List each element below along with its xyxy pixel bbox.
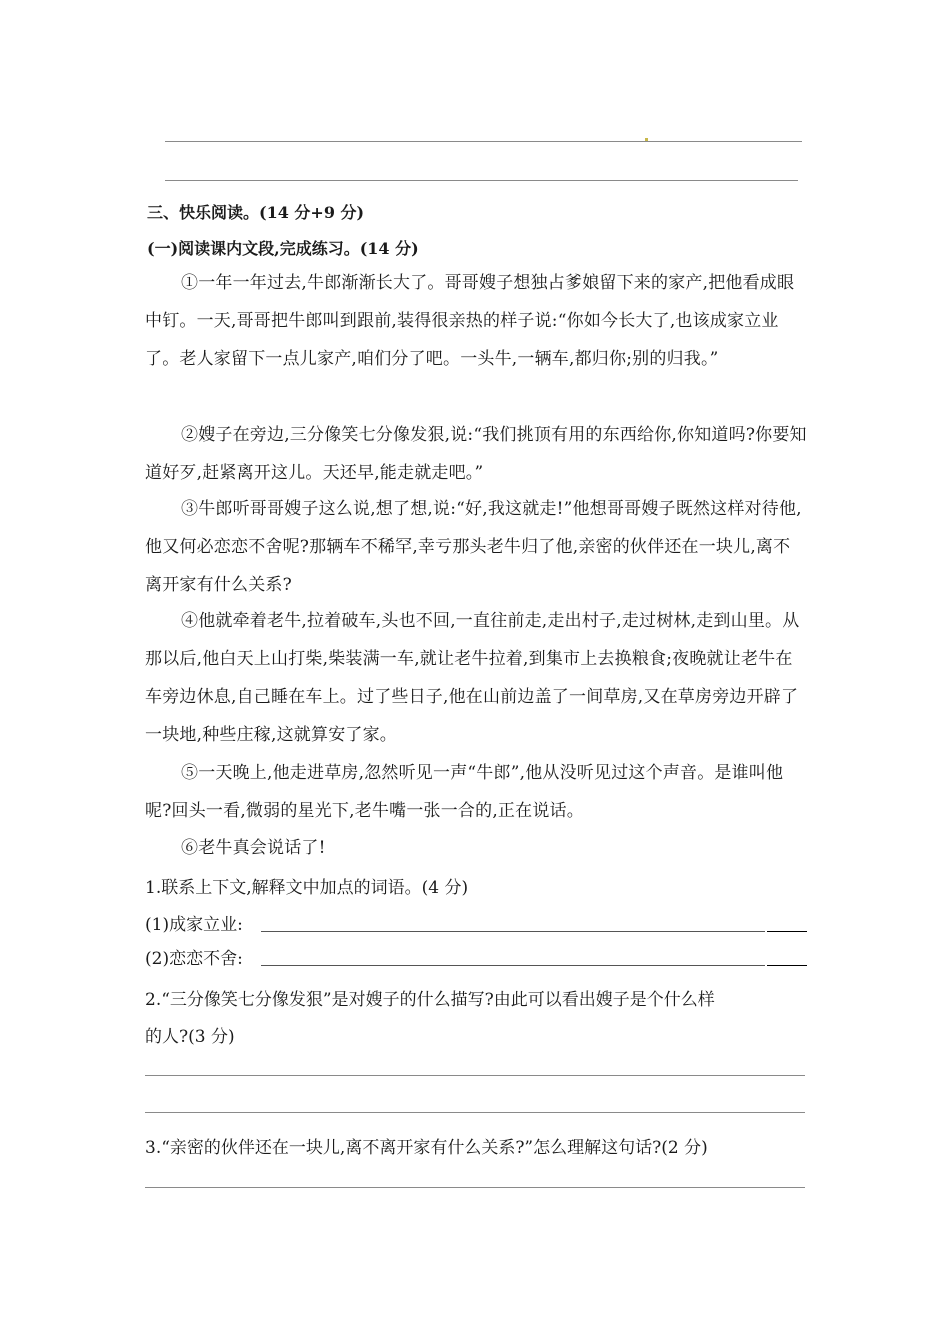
passage-paragraph-5: ⑤一天晚上,他走进草房,忽然听见一声“牛郎”,他从没听见过这个声音。是谁叫他呢?回头一看,微弱的星光下,老牛嘴一张一合的,正在说话。 (145, 763, 784, 821)
question-1-prompt: 1.联系上下文,解释文中加点的词语。(4 分) (145, 878, 469, 898)
answer-line[interactable] (145, 1187, 805, 1188)
answer-underline (261, 931, 765, 932)
question-2-prompt: 2.“三分像笑七分像发狠”是对嫂子的什么描写?由此可以看出嫂子是个什么样 (145, 990, 715, 1010)
answer-field-1[interactable] (145, 910, 807, 934)
answer-line[interactable] (145, 1075, 805, 1076)
answer-line (165, 141, 802, 142)
answer-underline (261, 965, 765, 966)
passage-paragraph-2: ②嫂子在旁边,三分像笑七分像发狠,说:“我们挑顶有用的东西给你,你知道吗?你要知道好歹,赶紧离开这儿。天还早,能走就走吧。” (145, 425, 807, 483)
answer-label: (1)成家立业: (145, 915, 243, 935)
question-3-prompt: 3.“亲密的伙伴还在一块儿,离不离开家有什么关系?”怎么理解这句话?(2 分) (145, 1138, 708, 1158)
highlight-dot (645, 138, 648, 141)
answer-underline (767, 965, 807, 966)
question-2-prompt-cont: 的人?(3 分) (145, 1027, 235, 1047)
answer-line[interactable] (145, 1112, 805, 1113)
passage-paragraph-3: ③牛郎听哥哥嫂子这么说,想了想,说:“好,我这就走!”他想哥哥嫂子既然这样对待他,他又何必恋恋不舍呢?那辆车不稀罕,幸亏那头老牛归了他,亲密的伙伴还在一块儿,离不离开家有什么关系? (145, 499, 802, 595)
passage-paragraph-6: ⑥老牛真会说话了! (181, 838, 326, 858)
answer-label: (2)恋恋不舍: (145, 949, 243, 969)
section-title: 三、快乐阅读。(14 分+9 分) (147, 203, 365, 222)
answer-underline (767, 931, 807, 932)
answer-line (165, 180, 798, 181)
subsection-title: (一)阅读课内文段,完成练习。(14 分) (147, 239, 419, 258)
passage-paragraph-4: ④他就牵着老牛,拉着破车,头也不回,一直往前走,走出村子,走过树林,走到山里。从那以后,他白天上山打柴,柴装满一车,就让老牛拉着,到集市上去换粮食;夜晚就让老牛在车旁边休息,自己睡在车上。过了些日子,他在山前边盖了一间草房,又在草房旁边开辟了一块地,种些庄稼,这就算安了家。 (145, 611, 800, 745)
passage-paragraph-1: ①一年一年过去,牛郎渐渐长大了。哥哥嫂子想独占爹娘留下来的家产,把他看成眼中钉。一天,哥哥把牛郎叫到跟前,装得很亲热的样子说:“你如今长大了,也该成家立业了。老人家留下一点儿家产,咱们分了吧。一头牛,一辆车,都归你;别的归我。” (145, 273, 795, 369)
answer-field-2[interactable] (145, 944, 807, 968)
